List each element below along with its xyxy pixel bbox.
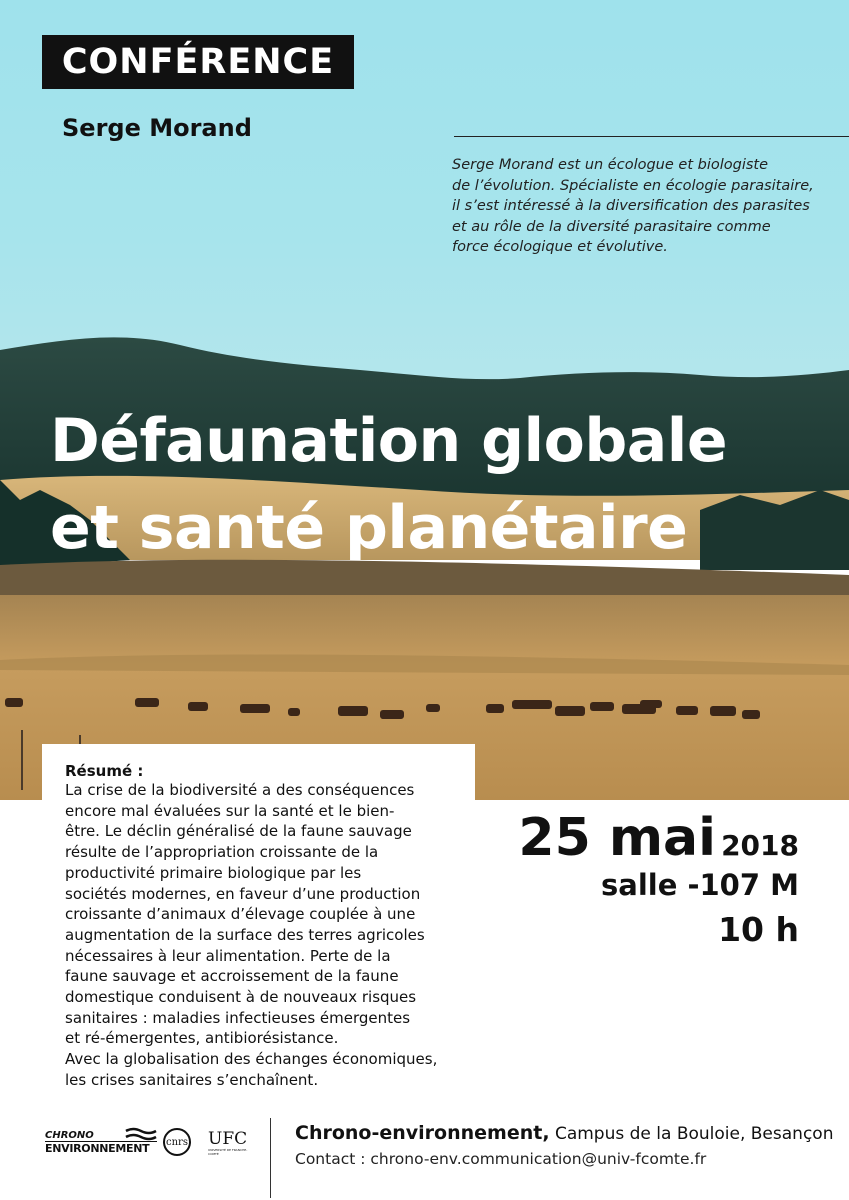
- wave-icon: [125, 1127, 157, 1143]
- abstract-line: sociétés modernes, en faveur d’une production: [65, 884, 421, 903]
- bio-line: de l’évolution. Spécialiste en écologie parasitaire,: [452, 177, 814, 194]
- event-time: 10 h: [718, 910, 799, 949]
- abstract-line: faune sauvage et accroissement de la faune: [65, 967, 399, 986]
- abstract-line: croissante d’animaux d’élevage couplée à une: [65, 905, 416, 924]
- ufc-logo: [208, 1130, 258, 1156]
- abstract-line: Avec la globalisation des échanges économiques,: [65, 1050, 438, 1069]
- bio-line: force écologique et évolutive.: [452, 239, 668, 255]
- bio-line: et au rôle de la diversité parasitaire comme: [452, 218, 771, 235]
- abstract-line: encore mal évaluées sur la santé et le bien-: [65, 801, 395, 820]
- divider-line: [454, 136, 849, 137]
- organization-location: Campus de la Bouloie, Besançon: [549, 1124, 834, 1144]
- logo-environnement-text: ENVIRONNEMENT: [45, 1141, 157, 1156]
- abstract-line: nécessaires à leur alimentation. Perte de la: [65, 946, 391, 965]
- event-year: 2018: [721, 829, 799, 862]
- abstract-body: [65, 780, 465, 1091]
- cnrs-logo: [163, 1128, 191, 1156]
- organization-line: [295, 1122, 833, 1144]
- title-line-2: et santé planétaire: [50, 493, 688, 563]
- bio-line: Serge Morand est un écologue et biologiste: [452, 157, 769, 173]
- contact-label: Contact :: [295, 1150, 371, 1168]
- organization-name: Chrono-environnement,: [295, 1122, 550, 1144]
- contact-email[interactable]: chrono-env.communication@univ-fcomte.fr: [370, 1150, 707, 1168]
- contact-line: [295, 1150, 706, 1168]
- abstract-line: La crise de la biodiversité a des conséquences: [65, 781, 415, 799]
- event-day: 25 mai: [518, 808, 716, 868]
- abstract-line: résulte de l’appropriation croissante de la: [65, 843, 379, 862]
- speaker-bio: [452, 155, 837, 258]
- abstract-line: productivité primaire biologique par les: [65, 863, 362, 882]
- abstract-line: sanitaires : maladies infectieuses émergentes: [65, 1008, 411, 1027]
- title-line-1: Défaunation globale: [50, 406, 728, 476]
- abstract-heading: Résumé :: [65, 762, 144, 780]
- abstract-line: les crises sanitaires s’enchaînent.: [65, 1070, 319, 1089]
- abstract-line: augmentation de la surface des terres agricoles: [65, 925, 425, 944]
- event-room: salle -107 M: [600, 868, 799, 902]
- abstract-line: être. Le déclin généralisé de la faune sauvage: [65, 822, 412, 841]
- ufc-subtitle: UNIVERSITÉ DE FRANCHE-COMTÉ: [208, 1148, 248, 1156]
- footer-divider: [270, 1118, 271, 1198]
- conference-badge: CONFÉRENCE: [42, 35, 354, 89]
- bio-line: il s’est intéressé à la diversification des parasites: [452, 198, 810, 214]
- speaker-name: Serge Morand: [62, 114, 252, 142]
- logo-chrono-text: CHRONO: [45, 1130, 94, 1141]
- abstract-line: domestique conduisent à de nouveaux risques: [65, 988, 417, 1007]
- ufc-text: UFC: [208, 1129, 248, 1149]
- event-date: [518, 808, 799, 868]
- abstract-line: et ré-émergentes, antibiorésistance.: [65, 1029, 339, 1048]
- conference-title: [50, 398, 727, 572]
- cnrs-text: cnrs: [166, 1136, 188, 1148]
